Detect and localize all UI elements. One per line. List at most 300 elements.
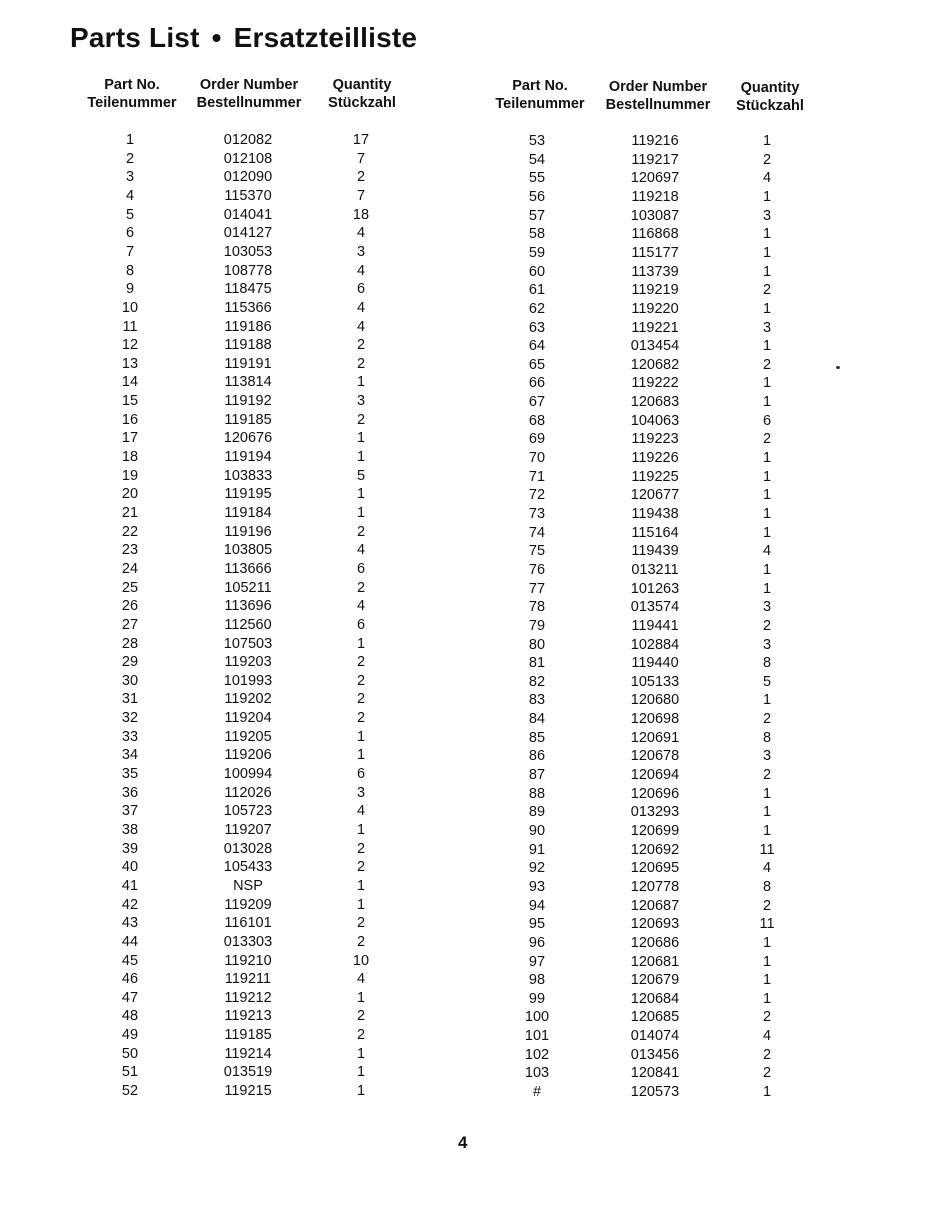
quantity-cell: 5 [356, 467, 366, 484]
quantity-cell: 3 [762, 319, 772, 336]
order-number-cell: 119206 [224, 747, 272, 764]
order-number-cell: NSP [233, 877, 263, 894]
part-no-cell: 50 [121, 1045, 139, 1062]
order-number-cell: 120683 [630, 394, 680, 411]
order-number-cell: 120682 [630, 356, 680, 373]
quantity-cell: 8 [762, 729, 772, 746]
part-no-cell: 90 [528, 822, 546, 839]
quantity-cell: 3 [356, 784, 366, 801]
part-no-cell: 10 [121, 299, 139, 316]
part-no-cell: 36 [121, 784, 139, 801]
order-number-cell: 119196 [224, 523, 272, 540]
part-no-cell: 89 [528, 804, 546, 821]
order-number-cell: 014127 [223, 225, 273, 242]
part-no-cell: 77 [528, 580, 546, 597]
quantity-cell: 6 [356, 616, 366, 633]
order-number-cell: 119218 [631, 188, 679, 205]
quantity-cell: 1 [356, 1064, 366, 1081]
part-no-cell: 37 [121, 803, 139, 820]
order-number-cell: 115370 [224, 187, 272, 204]
order-number-cell: 120680 [630, 692, 680, 709]
quantity-cell: 6 [356, 560, 366, 577]
order-number-cell: 105723 [223, 803, 273, 820]
part-no-cell: 93 [528, 878, 546, 895]
part-no-cell: 63 [528, 319, 546, 336]
part-no-cell: 98 [528, 972, 546, 989]
order-number-cell: 119184 [224, 504, 272, 521]
part-no-cell: 54 [528, 151, 546, 168]
quantity-cell: 2 [356, 337, 366, 354]
quantity-cell: 2 [762, 617, 772, 634]
quantity-cell: 10 [352, 952, 370, 969]
part-no-cell: 86 [528, 748, 546, 765]
quantity-cell: 1 [356, 449, 366, 465]
title-german: Ersatzteilliste [233, 22, 418, 53]
header-part-no-en: Part No. [512, 78, 568, 94]
header-order-number-de: Bestellnummer [605, 97, 711, 113]
quantity-cell: 2 [762, 431, 772, 448]
quantity-cell: 1 [356, 1083, 366, 1099]
quantity-cell: 11 [759, 916, 775, 933]
quantity-cell: 2 [762, 897, 772, 914]
order-number-cell: 013303 [223, 933, 273, 950]
quantity-cell: 1 [762, 133, 772, 149]
order-number-cell: 104063 [630, 412, 680, 429]
quantity-cell: 1 [762, 785, 772, 802]
part-no-cell: 88 [528, 785, 546, 802]
part-no-cell: 6 [125, 225, 135, 242]
part-no-cell: 9 [125, 281, 135, 298]
order-number-cell: 120696 [630, 785, 680, 802]
quantity-cell: 1 [356, 504, 366, 521]
part-no-cell: 81 [528, 655, 546, 672]
order-number-cell: 120778 [630, 878, 680, 895]
part-no-cell: 73 [528, 505, 546, 522]
order-number-cell: 013454 [630, 338, 680, 355]
part-no-cell: 70 [528, 450, 546, 466]
part-no-cell: 48 [121, 1008, 139, 1025]
part-no-cell: 58 [528, 226, 546, 243]
part-no-cell: 55 [528, 170, 546, 187]
part-no-cell: 74 [528, 524, 546, 541]
header-order-number-en: Order Number [199, 77, 299, 93]
order-number-cell: 119225 [631, 468, 679, 485]
part-no-cell: 20 [121, 486, 139, 503]
quantity-cell: 2 [762, 767, 772, 783]
part-no-cell: 53 [528, 133, 546, 149]
quantity-cell: 1 [356, 821, 366, 838]
quantity-cell: 4 [762, 1028, 772, 1045]
order-number-cell: 112560 [224, 616, 272, 633]
order-number-cell: 113666 [224, 560, 272, 577]
order-number-cell: 119185 [224, 411, 272, 428]
part-no-cell: 7 [125, 243, 135, 260]
part-no-cell: 100 [524, 1009, 550, 1026]
part-no-cell: 1 [125, 132, 135, 148]
order-number-cell: 013211 [631, 561, 679, 578]
part-no-cell: 69 [528, 431, 546, 448]
quantity-cell: 2 [356, 933, 366, 950]
quantity-cell: 2 [356, 1008, 366, 1025]
quantity-cell: 4 [356, 299, 366, 316]
part-no-cell: 3 [125, 169, 135, 186]
order-number-cell: 119216 [631, 133, 679, 149]
order-number-cell: 120841 [630, 1065, 680, 1082]
part-no-cell: 66 [528, 375, 546, 392]
quantity-cell: 3 [762, 599, 772, 616]
order-number-cell: 120679 [630, 972, 680, 989]
order-number-cell: 013574 [630, 599, 680, 616]
part-no-cell: 99 [528, 990, 546, 1007]
order-number-cell: 120686 [630, 934, 680, 951]
part-no-cell: # [532, 1084, 542, 1100]
order-number-cell: 119185 [224, 1027, 272, 1044]
order-number-cell: 119195 [224, 486, 272, 503]
quantity-cell: 6 [762, 412, 772, 429]
part-no-cell: 64 [528, 338, 546, 355]
quantity-cell: 7 [356, 187, 366, 204]
part-no-cell: 4 [125, 187, 135, 204]
order-number-cell: 119191 [224, 355, 272, 372]
order-number-cell: 105211 [224, 579, 272, 596]
quantity-cell: 2 [356, 411, 366, 428]
order-number-cell: 120695 [630, 860, 680, 877]
order-number-cell: 120685 [630, 1009, 680, 1026]
order-number-cell: 013456 [630, 1046, 680, 1063]
quantity-cell: 1 [762, 990, 772, 1007]
order-number-cell: 119223 [631, 431, 679, 448]
quantity-cell: 1 [762, 394, 772, 411]
order-number-cell: 102884 [630, 636, 680, 653]
quantity-cell: 1 [356, 430, 366, 447]
order-number-cell: 013028 [223, 840, 273, 857]
order-number-cell: 119210 [224, 952, 272, 969]
order-number-cell: 013293 [630, 804, 680, 821]
order-number-cell: 112026 [224, 784, 272, 801]
part-no-cell: 11 [122, 318, 138, 335]
part-no-cell: 59 [528, 244, 546, 261]
order-number-cell: 105433 [223, 859, 273, 876]
quantity-cell: 1 [762, 804, 772, 821]
quantity-cell: 2 [356, 579, 366, 596]
quantity-cell: 1 [762, 524, 772, 541]
order-number-cell: 103833 [223, 467, 273, 484]
part-no-cell: 28 [121, 635, 139, 652]
quantity-cell: 2 [356, 915, 366, 932]
quantity-cell: 3 [356, 243, 366, 260]
quantity-cell: 18 [352, 206, 370, 223]
part-no-cell: 45 [121, 952, 139, 969]
order-number-cell: 120692 [630, 841, 680, 858]
quantity-cell: 6 [356, 766, 366, 782]
order-number-cell: 119203 [224, 654, 272, 671]
order-number-cell: 119205 [224, 728, 272, 745]
part-no-cell: 94 [528, 897, 546, 914]
order-number-cell: 120681 [630, 953, 680, 970]
quantity-cell: 1 [762, 972, 772, 989]
part-no-cell: 15 [121, 393, 139, 410]
order-number-cell: 119186 [224, 318, 272, 335]
order-number-cell: 120573 [630, 1084, 680, 1100]
part-no-cell: 5 [125, 206, 135, 223]
order-number-cell: 119194 [224, 449, 272, 465]
page-number: 4 [458, 1133, 468, 1152]
part-no-cell: 2 [125, 150, 135, 167]
order-number-cell: 101993 [223, 672, 273, 689]
order-number-cell: 107503 [223, 635, 273, 652]
quantity-cell: 2 [762, 1065, 772, 1082]
order-number-cell: 113739 [631, 263, 679, 280]
order-number-cell: 115177 [631, 244, 679, 261]
order-number-cell: 119192 [224, 393, 272, 410]
quantity-cell: 2 [762, 151, 772, 168]
quantity-cell: 1 [356, 989, 366, 1006]
header-quantity-de: Stückzahl [736, 98, 804, 114]
part-no-cell: 96 [528, 934, 546, 951]
part-no-cell: 80 [528, 636, 546, 653]
part-no-cell: 79 [528, 617, 546, 634]
order-number-cell: 119213 [224, 1008, 272, 1025]
quantity-cell: 1 [762, 244, 772, 261]
quantity-cell: 1 [356, 877, 366, 894]
order-number-cell: 120687 [630, 897, 680, 914]
order-number-cell: 120691 [630, 729, 680, 746]
part-no-cell: 57 [528, 207, 546, 224]
order-number-cell: 103053 [223, 243, 273, 260]
quantity-cell: 1 [356, 486, 366, 503]
header-quantity-de: Stückzahl [328, 95, 396, 111]
quantity-cell: 1 [762, 487, 772, 504]
order-number-cell: 012090 [223, 169, 273, 186]
quantity-cell: 1 [762, 450, 772, 466]
part-no-cell: 83 [528, 692, 546, 709]
quantity-cell: 2 [356, 523, 366, 540]
header-part-no-en: Part No. [104, 77, 160, 93]
order-number-cell: 113814 [224, 374, 272, 391]
part-no-cell: 41 [121, 877, 139, 894]
quantity-cell: 3 [356, 393, 366, 410]
order-number-cell: 120693 [630, 916, 680, 933]
part-no-cell: 97 [528, 953, 546, 970]
order-number-cell: 120676 [223, 430, 273, 447]
quantity-cell: 1 [762, 226, 772, 243]
part-no-cell: 60 [528, 263, 546, 280]
part-no-cell: 33 [121, 728, 139, 745]
quantity-cell: 1 [762, 300, 772, 317]
quantity-cell: 3 [762, 636, 772, 653]
order-number-cell: 120698 [630, 711, 680, 728]
quantity-cell: 4 [356, 262, 366, 279]
part-no-cell: 19 [121, 467, 139, 484]
part-no-cell: 34 [121, 747, 139, 764]
quantity-cell: 4 [356, 318, 366, 335]
quantity-cell: 1 [762, 375, 772, 392]
part-no-cell: 68 [528, 412, 546, 429]
order-number-cell: 012108 [223, 150, 273, 167]
part-no-cell: 38 [121, 821, 139, 838]
part-no-cell: 26 [121, 598, 139, 615]
order-number-cell: 119441 [631, 617, 679, 634]
quantity-cell: 2 [356, 710, 366, 727]
quantity-cell: 1 [762, 561, 772, 578]
header-order-number-de: Bestellnummer [196, 95, 302, 111]
quantity-cell: 11 [759, 841, 775, 858]
order-number-cell: 101263 [630, 580, 680, 597]
quantity-cell: 4 [762, 170, 772, 187]
part-no-cell: 103 [524, 1065, 550, 1082]
header-order-number-en: Order Number [608, 79, 708, 95]
part-no-cell: 29 [121, 654, 139, 671]
part-no-cell: 76 [528, 561, 546, 578]
quantity-cell: 1 [762, 822, 772, 839]
header-part-no-de: Teilenummer [495, 96, 585, 112]
part-no-cell: 39 [121, 840, 139, 857]
quantity-cell: 5 [762, 673, 772, 690]
quantity-cell: 3 [762, 207, 772, 224]
quantity-cell: 17 [352, 132, 370, 148]
part-no-cell: 52 [121, 1083, 139, 1099]
quantity-cell: 4 [762, 543, 772, 560]
quantity-cell: 1 [762, 505, 772, 522]
part-no-cell: 46 [121, 971, 139, 988]
part-no-cell: 49 [121, 1027, 139, 1044]
order-number-cell: 119209 [224, 896, 272, 913]
part-no-cell: 85 [528, 729, 546, 746]
order-number-cell: 014041 [223, 206, 273, 223]
order-number-cell: 119204 [224, 710, 272, 727]
quantity-cell: 1 [762, 692, 772, 709]
title-english: Parts List [70, 22, 200, 53]
part-no-cell: 44 [121, 933, 139, 950]
quantity-cell: 1 [762, 468, 772, 485]
quantity-cell: 2 [356, 691, 366, 708]
order-number-cell: 100994 [223, 766, 273, 782]
quantity-cell: 1 [356, 747, 366, 764]
part-no-cell: 61 [528, 282, 546, 299]
part-no-cell: 43 [121, 915, 139, 932]
order-number-cell: 116101 [224, 915, 272, 932]
quantity-cell: 1 [762, 1084, 772, 1100]
quantity-cell: 1 [356, 728, 366, 745]
quantity-cell: 2 [762, 282, 772, 299]
scan-speck [836, 366, 840, 369]
part-no-cell: 23 [121, 542, 139, 559]
order-number-cell: 120677 [630, 487, 680, 504]
order-number-cell: 103087 [630, 207, 680, 224]
quantity-cell: 2 [356, 1027, 366, 1044]
quantity-cell: 1 [762, 953, 772, 970]
part-no-cell: 51 [121, 1064, 139, 1081]
part-no-cell: 35 [121, 766, 139, 782]
part-no-cell: 27 [121, 616, 139, 633]
quantity-cell: 4 [356, 542, 366, 559]
part-no-cell: 18 [121, 449, 139, 465]
order-number-cell: 118475 [224, 281, 272, 298]
part-no-cell: 24 [121, 560, 139, 577]
part-no-cell: 84 [528, 711, 546, 728]
quantity-cell: 3 [762, 748, 772, 765]
quantity-cell: 4 [356, 971, 366, 988]
quantity-cell: 2 [356, 355, 366, 372]
quantity-cell: 1 [762, 188, 772, 205]
order-number-cell: 113696 [224, 598, 272, 615]
order-number-cell: 119217 [631, 151, 679, 168]
part-no-cell: 62 [528, 300, 546, 317]
quantity-cell: 1 [356, 635, 366, 652]
order-number-cell: 119188 [224, 337, 272, 354]
quantity-cell: 7 [356, 150, 366, 167]
quantity-cell: 2 [762, 1046, 772, 1063]
title-separator: • [211, 22, 222, 53]
order-number-cell: 108778 [223, 262, 273, 279]
quantity-cell: 2 [356, 859, 366, 876]
order-number-cell: 120684 [630, 990, 680, 1007]
order-number-cell: 103805 [223, 542, 273, 559]
part-no-cell: 14 [121, 374, 139, 391]
quantity-cell: 4 [356, 225, 366, 242]
part-no-cell: 78 [528, 599, 546, 616]
part-no-cell: 95 [528, 916, 546, 933]
part-no-cell: 31 [121, 691, 139, 708]
order-number-cell: 119215 [224, 1083, 272, 1099]
order-number-cell: 119219 [631, 282, 679, 299]
part-no-cell: 16 [121, 411, 139, 428]
quantity-cell: 2 [762, 1009, 772, 1026]
quantity-cell: 1 [762, 338, 772, 355]
part-no-cell: 25 [121, 579, 139, 596]
order-number-cell: 116868 [631, 226, 679, 243]
part-no-cell: 101 [524, 1028, 550, 1045]
quantity-cell: 1 [356, 896, 366, 913]
quantity-cell: 4 [356, 803, 366, 820]
part-no-cell: 92 [528, 860, 546, 877]
part-no-cell: 13 [121, 355, 139, 372]
part-no-cell: 102 [524, 1046, 550, 1063]
order-number-cell: 119220 [631, 300, 679, 317]
quantity-cell: 2 [762, 356, 772, 373]
order-number-cell: 119212 [224, 989, 272, 1006]
order-number-cell: 119221 [631, 319, 679, 336]
header-quantity-en: Quantity [332, 77, 392, 93]
quantity-cell: 2 [356, 840, 366, 857]
quantity-cell: 1 [762, 580, 772, 597]
order-number-cell: 105133 [630, 673, 680, 690]
part-no-cell: 22 [121, 523, 139, 540]
part-no-cell: 40 [121, 859, 139, 876]
order-number-cell: 119439 [631, 543, 679, 560]
quantity-cell: 4 [762, 860, 772, 877]
order-number-cell: 120678 [630, 748, 680, 765]
order-number-cell: 014074 [630, 1028, 680, 1045]
quantity-cell: 2 [356, 169, 366, 186]
quantity-cell: 6 [356, 281, 366, 298]
part-no-cell: 21 [121, 504, 139, 521]
part-no-cell: 42 [121, 896, 139, 913]
order-number-cell: 115366 [224, 299, 272, 316]
order-number-cell: 119438 [631, 505, 679, 522]
part-no-cell: 56 [528, 188, 546, 205]
order-number-cell: 119440 [631, 655, 679, 672]
part-no-cell: 65 [528, 356, 546, 373]
part-no-cell: 47 [121, 989, 139, 1006]
quantity-cell: 1 [356, 1045, 366, 1062]
header-quantity-en: Quantity [740, 80, 800, 96]
order-number-cell: 119222 [631, 375, 679, 392]
order-number-cell: 120694 [630, 767, 680, 783]
part-no-cell: 87 [528, 767, 546, 783]
part-no-cell: 8 [125, 262, 135, 279]
order-number-cell: 012082 [223, 132, 273, 148]
